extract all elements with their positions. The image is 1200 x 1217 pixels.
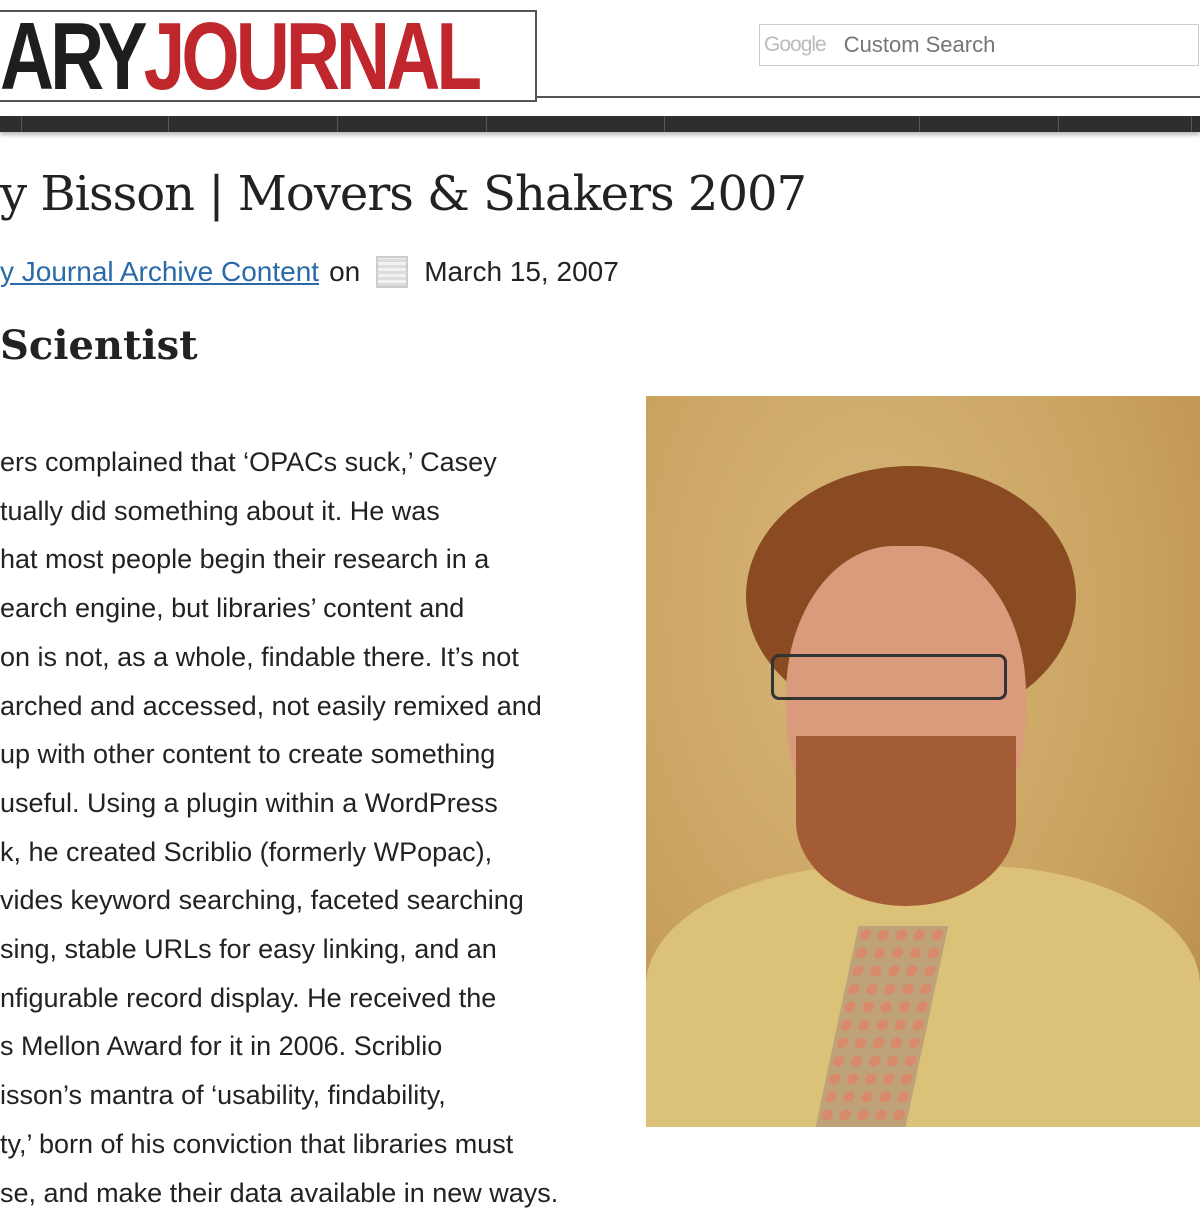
on-label: on (329, 256, 361, 287)
article-meta (0, 256, 619, 288)
search-box[interactable] (759, 24, 1199, 66)
nav-bar[interactable] (0, 116, 1200, 132)
article-date: March 15, 2007 (424, 256, 619, 287)
article-body (0, 438, 640, 1217)
body-line: hat most people begin their research in a (0, 544, 490, 575)
google-logo: Google (764, 33, 826, 56)
body-line: se, and make their data available in new ways. (0, 1177, 559, 1208)
site-logo[interactable]: ARYJOURNAL (0, 3, 479, 110)
body-line: ers complained that ‘OPACs suck,’ Casey (0, 447, 497, 477)
body-line: earch engine, but libraries’ content and (0, 593, 465, 624)
header-rule (535, 96, 1200, 98)
body-line: on is not, as a whole, findable there. It’s not (0, 641, 519, 672)
calendar-icon (376, 256, 408, 288)
body-line: arched and accessed, not easily remixed and (0, 690, 542, 721)
body-line: sing, stable URLs for easy linking, and an (0, 934, 497, 965)
body-line: tually did something about it. He was (0, 495, 440, 526)
body-line: isson’s mantra of ‘usability, findability, (0, 1080, 446, 1111)
body-line: nfigurable record display. He received the (0, 982, 497, 1013)
body-line: up with other content to create something (0, 739, 496, 770)
body-line: useful. Using a plugin within a WordPress (0, 787, 498, 818)
body-line: s Mellon Award for it in 2006. Scriblio (0, 1031, 443, 1062)
article-title: y Bisson | Movers & Shakers 2007 (0, 166, 807, 222)
body-line: vides keyword searching, faceted searching (0, 885, 524, 916)
body-line: k, he created Scriblio (formerly WPopac), (0, 836, 493, 867)
author-link[interactable]: y Journal Archive Content (0, 256, 320, 287)
portrait-photo (646, 396, 1200, 1127)
body-line: ty,’ born of his conviction that libraries must (0, 1128, 514, 1159)
search-input[interactable] (842, 31, 1176, 59)
article-subtitle: Scientist (0, 322, 198, 369)
